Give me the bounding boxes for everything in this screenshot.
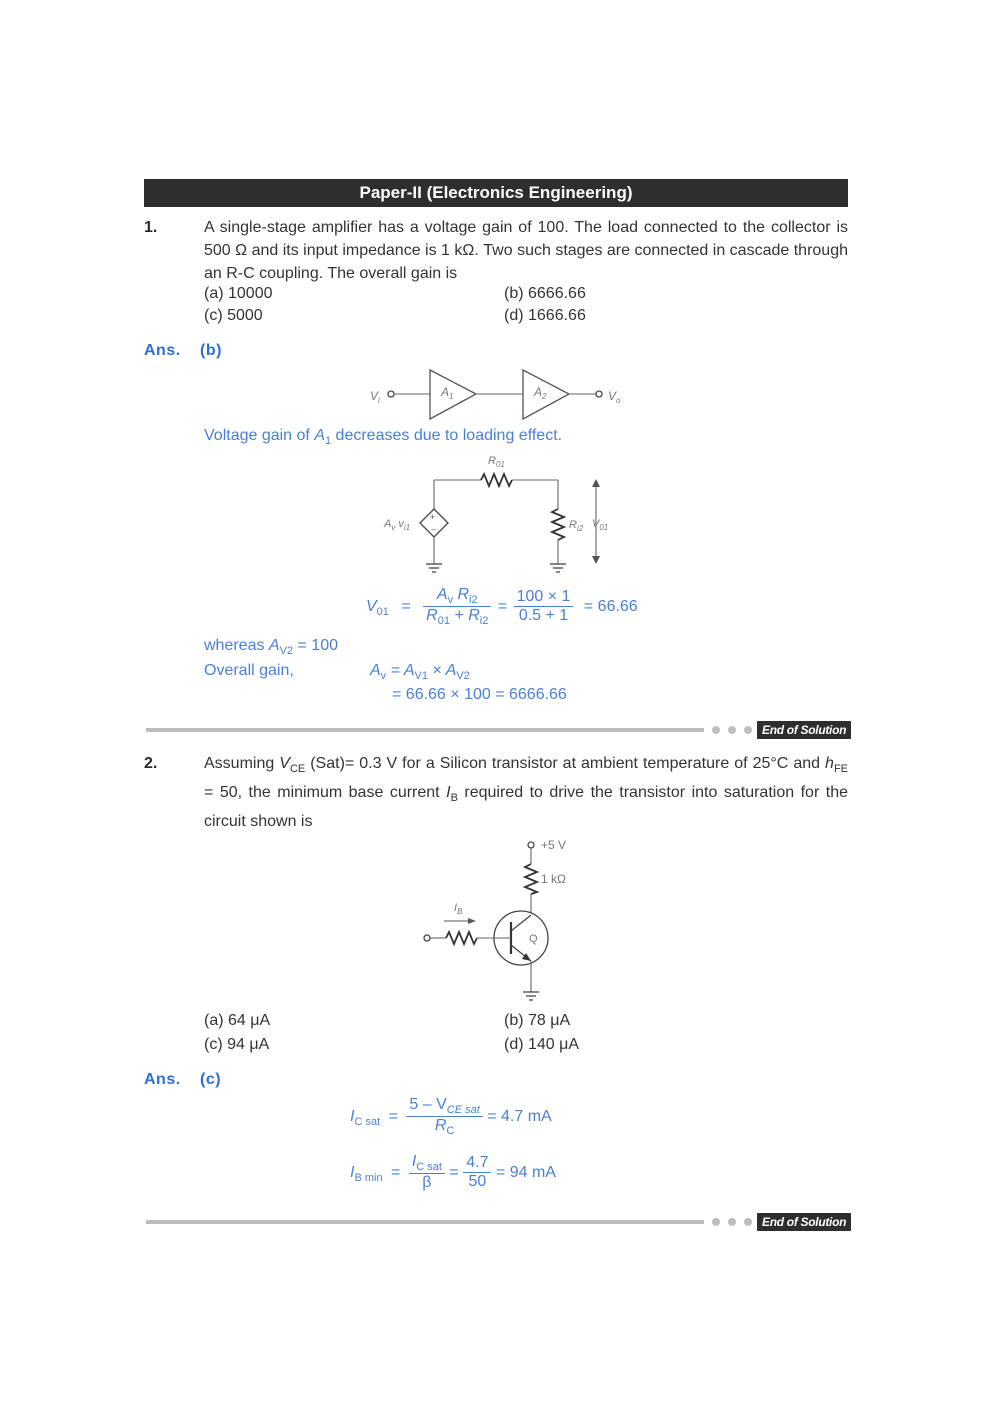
ib-min-equation: $I_{B min}$ = $\frac{I_{C sat}}{\beta}$ = $\frac{4.7}{50}$ = 94 mA bbox=[350, 1153, 556, 1192]
q2-option-d: (d) 140 μA bbox=[504, 1036, 580, 1053]
a1-label: $A_1$ bbox=[441, 385, 454, 401]
rl-label: $R_{i2}$ bbox=[569, 519, 584, 533]
end-of-solution-badge: End of Solution bbox=[757, 721, 851, 739]
ib-arrow-icon bbox=[468, 918, 476, 924]
loading-effect-note: Voltage gain of $A_1$ decreases due to loading effect. bbox=[204, 427, 563, 448]
output-terminal bbox=[596, 391, 602, 397]
q2-answer-value: (c) bbox=[200, 1071, 222, 1088]
vi-label: $V_i$ bbox=[370, 389, 380, 405]
separator-dot bbox=[744, 726, 752, 734]
q1-answer-label: Ans. bbox=[144, 342, 181, 359]
q1-option-d: (d) 1666.66 bbox=[504, 307, 586, 324]
base-input-terminal bbox=[424, 935, 430, 941]
q2-option-a: (a) 64 μA bbox=[204, 1012, 271, 1029]
ic-sat-equation: $I_{C sat}$ = $\frac{5 - V_{CE sat}}{R_C}$ = 4.7 mA bbox=[350, 1096, 552, 1138]
svg-text:+: + bbox=[430, 512, 436, 522]
q2-option-c: (c) 94 μA bbox=[204, 1036, 270, 1053]
separator-dot bbox=[728, 1218, 736, 1226]
collector-resistor bbox=[525, 864, 537, 894]
ib-min-numeric-fraction: $\frac{4.7}{50}$ bbox=[463, 1154, 491, 1191]
question-2-text: Assuming $V_{CE}$ (Sat)= 0.3 V for a Silicon transistor at ambient temperature of 25°C and $h_{FE} = 50$, the minimum base current $I_B$ required to drive the transistor into saturation for the circuit shown is bbox=[204, 755, 849, 831]
separator-dot bbox=[744, 1218, 752, 1226]
separator-dot bbox=[728, 726, 736, 734]
overall-gain-result: = 66.66 × 100 = 6666.66 bbox=[392, 686, 567, 703]
v01-label: $V_{01}$ bbox=[592, 518, 609, 532]
question-1-number: 1. bbox=[144, 219, 158, 236]
transistor-circuit-diagram bbox=[416, 834, 596, 1006]
separator-dot bbox=[712, 726, 720, 734]
cascade-amplifier-diagram bbox=[360, 362, 640, 428]
vcc-terminal bbox=[528, 842, 534, 848]
r01-label: $R_{01}$ bbox=[488, 455, 505, 469]
separator-line bbox=[146, 1220, 704, 1224]
base-resistor bbox=[446, 932, 477, 944]
page-title: Paper-II (Electronics Engineering) bbox=[144, 179, 848, 207]
v01-numeric-fraction: $\frac{100 \times 1}{0.5 + 1}$ bbox=[514, 588, 574, 625]
q2-answer-label: Ans. bbox=[144, 1071, 181, 1088]
q1-option-b: (b) 6666.66 bbox=[504, 285, 586, 302]
a2-label: $A_2$ bbox=[534, 385, 547, 401]
svg-text:–: – bbox=[431, 524, 437, 534]
separator-dot bbox=[712, 1218, 720, 1226]
separator-line bbox=[146, 728, 704, 732]
ic-sat-fraction: $\frac{5 - V_{CE sat}}{R_C}$ bbox=[406, 1096, 482, 1137]
loading-circuit-diagram bbox=[376, 449, 626, 581]
source-label: $A_v$ $v_{i1}$ bbox=[384, 518, 411, 532]
rc-label: 1 kΩ bbox=[541, 872, 566, 886]
v01-fraction: $\frac{A_v R_{i2}}{R_{01} + R_{i2}}$ bbox=[423, 586, 491, 627]
rl-resistor bbox=[552, 509, 564, 540]
whereas-line: whereas $A_{V2} = 100$ bbox=[204, 637, 338, 658]
q-label: Q bbox=[529, 933, 538, 945]
ib-min-fraction: $\frac{I_{C sat}}{\beta}$ bbox=[409, 1153, 445, 1192]
overall-gain-label: Overall gain, bbox=[204, 662, 294, 679]
overall-gain-equation: $A_v = A_{V1} \times A_{V2}$ bbox=[370, 662, 470, 683]
q1-option-c: (c) 5000 bbox=[204, 307, 263, 324]
q1-option-a: (a) 10000 bbox=[204, 285, 273, 302]
ib-label: $I_B$ bbox=[454, 902, 463, 916]
input-terminal bbox=[388, 391, 394, 397]
question-2-number: 2. bbox=[144, 755, 158, 772]
question-1-text: A single-stage amplifier has a voltage gain of 100. The load connected to the collector is 500 Ω and its input impedance is 1 kΩ. Two such stages are connected in cascade through an R-C coupling. The overall gain is bbox=[204, 219, 848, 282]
q2-option-b: (b) 78 μA bbox=[504, 1012, 571, 1029]
vcc-label: +5 V bbox=[541, 838, 567, 852]
vo-label: $V_o$ bbox=[608, 389, 621, 405]
q1-answer-value: (b) bbox=[200, 342, 222, 359]
v01-equation: $V_{01}$ = $\frac{A_v R_{i2}}{R_{01} + R_{i2}}$ = $\frac{100 \times 1}{0.5 + 1}$ = 66.66 bbox=[366, 586, 638, 628]
end-of-solution-badge: End of Solution bbox=[757, 1213, 851, 1231]
r01-resistor bbox=[481, 474, 512, 486]
